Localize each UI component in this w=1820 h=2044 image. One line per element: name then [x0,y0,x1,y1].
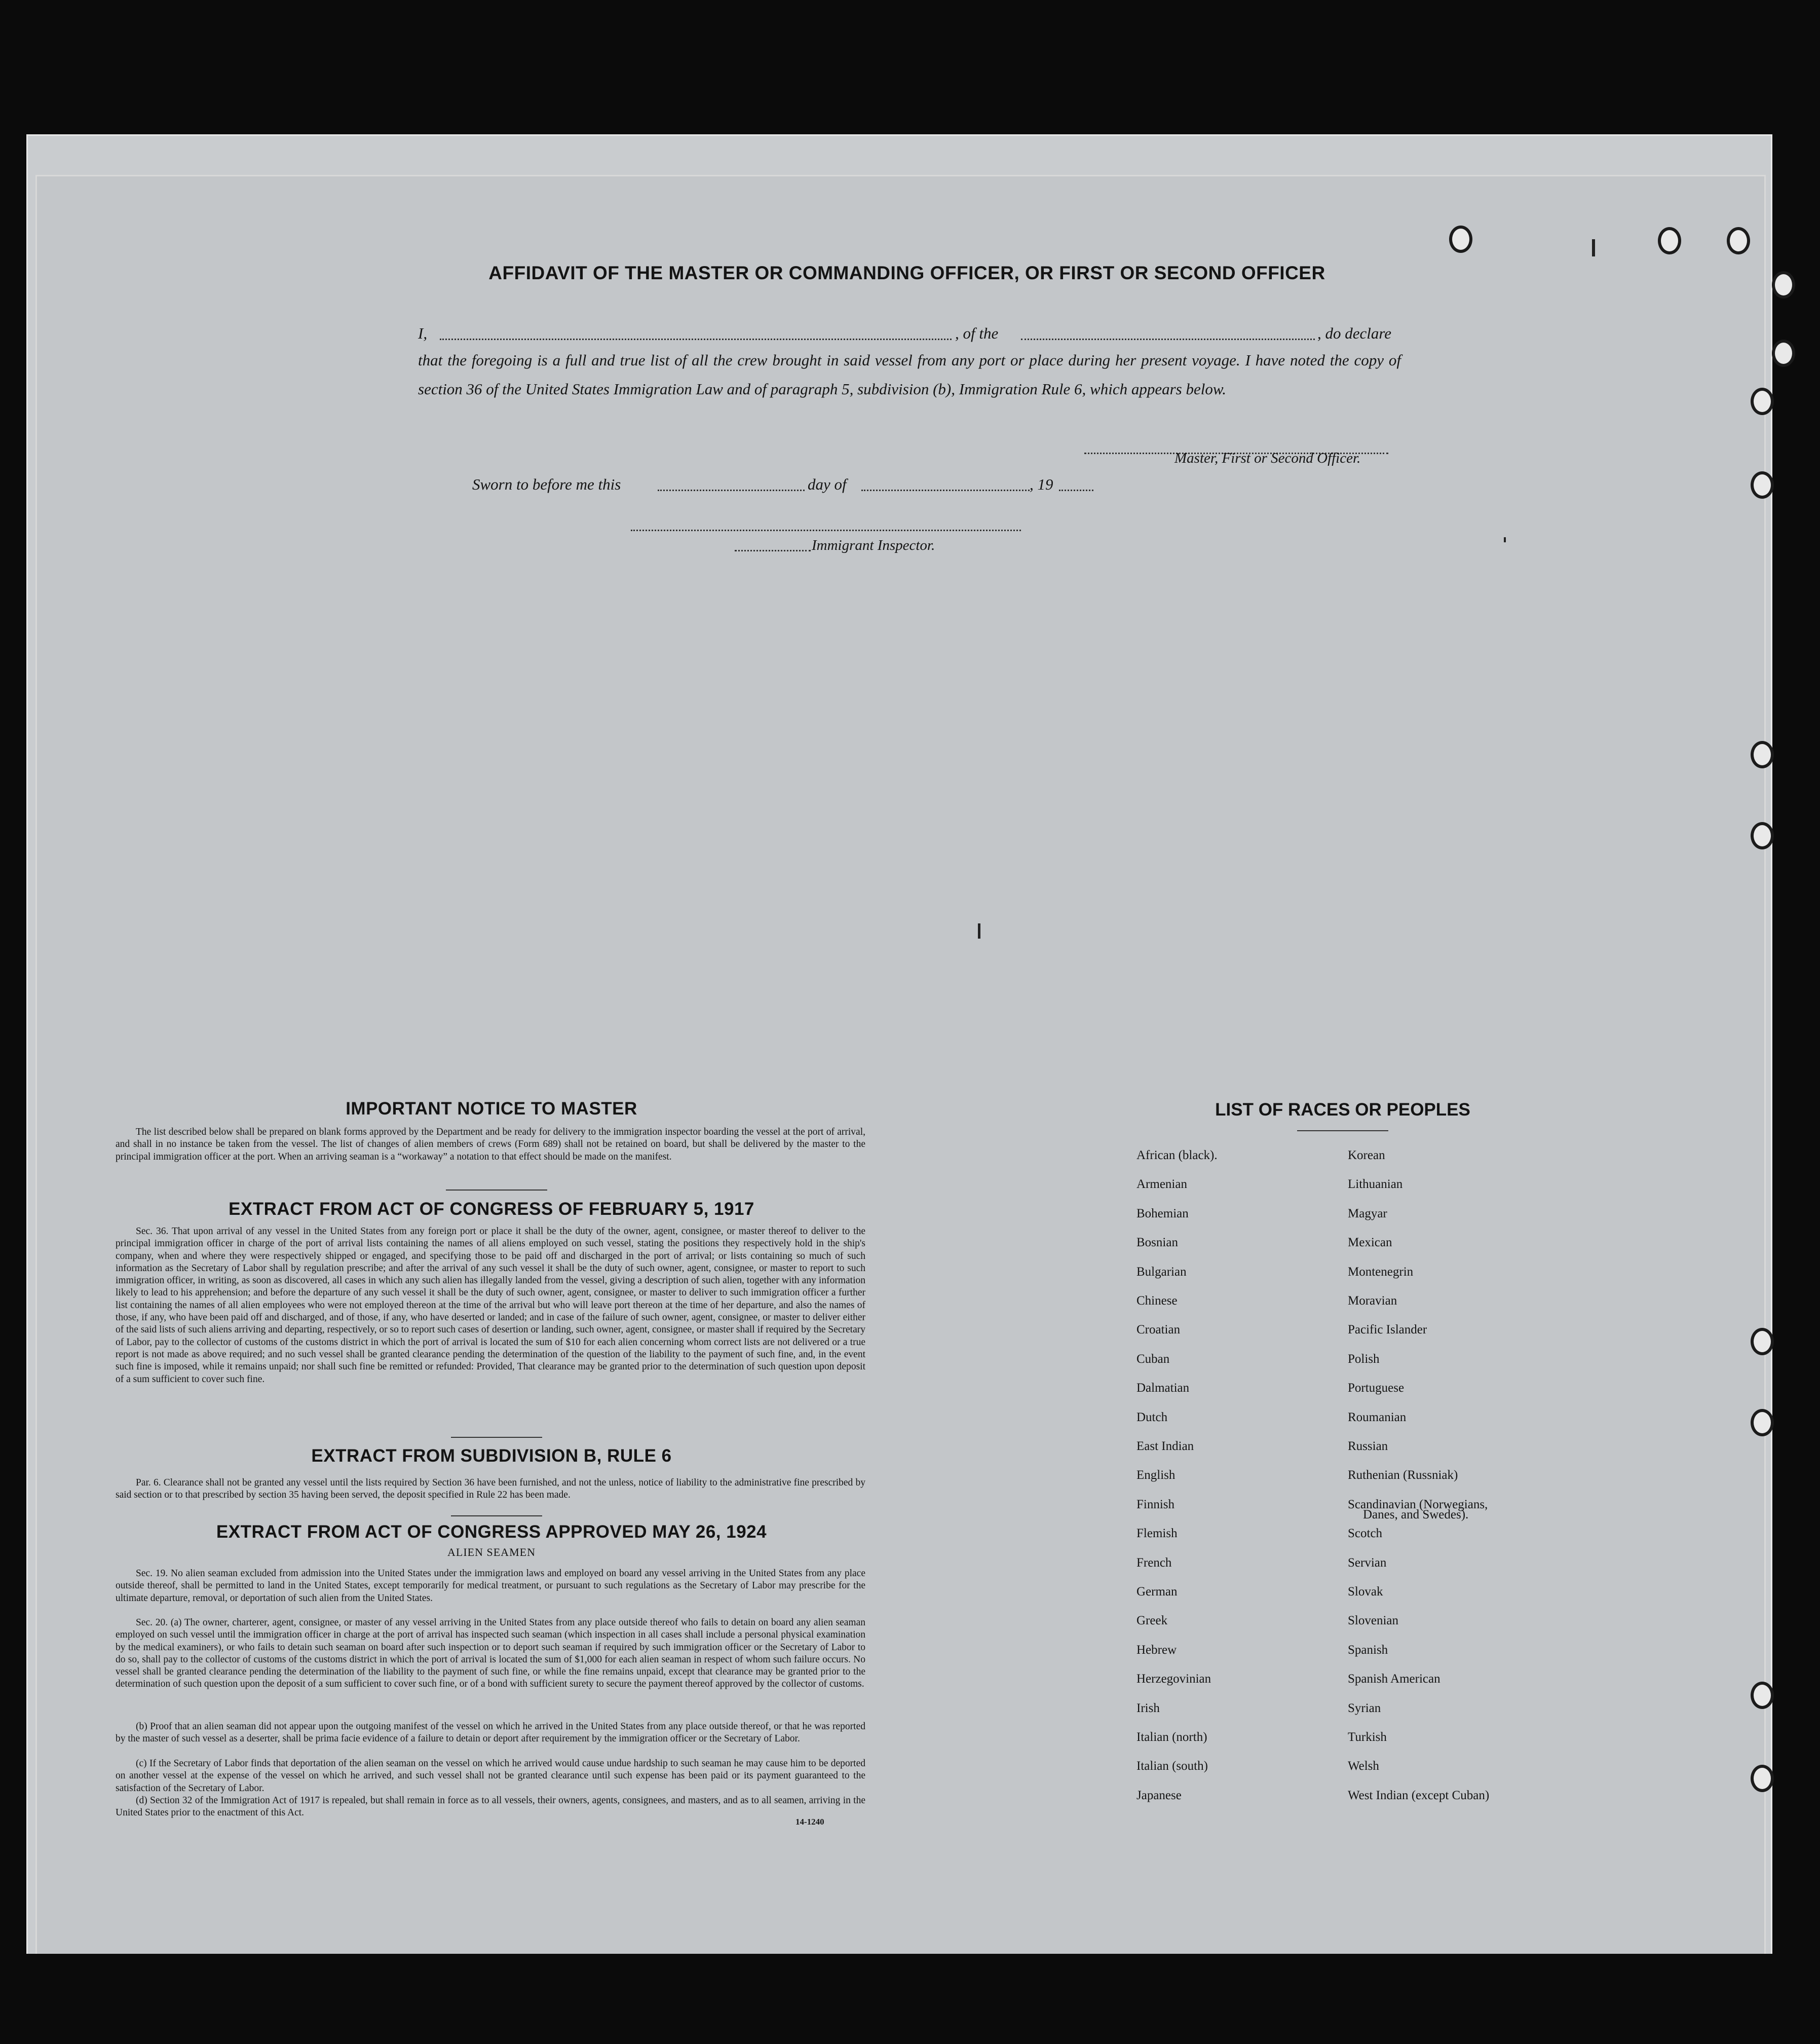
sworn-year-blank[interactable] [1059,490,1093,491]
race-item: Irish [1136,1701,1160,1715]
extract-1924-sec20d: (d) Section 32 of the Immigration Act of 1917 is repealed, but shall remain in force as to all vessels, their owners, agents, consignees, and masters, and as to all seamen, arriving in the United States prior to the enactment of this Act. [116,1795,865,1818]
punch-hole [1751,1409,1774,1436]
extract-rule6-text: Par. 6. Clearance shall not be granted any vessel until the lists required by Section 36 have been furnished, and not the unless, notice of liability to the administrative fine prescribed by said section or to that prescribed by section 35 having been served, the deposit specified in Rule 22 has been made. [116,1477,865,1501]
divider [1297,1130,1388,1131]
punch-hole [1751,741,1774,768]
document-page [35,175,1766,1984]
race-item: Cuban [1136,1352,1170,1366]
race-item: Spanish American [1348,1672,1440,1686]
race-item: African (black). [1136,1148,1218,1162]
race-item: Slovak [1348,1585,1383,1599]
race-item: Japanese [1136,1789,1182,1802]
extract-1924-sec20c: (c) If the Secretary of Labor finds that deportation of the alien seaman on the vessel on which he arrived would cause undue hardship to such seaman he may cause him to be deported on another vessel at the expense of the vessel on which he arrived, and such vessel shall not be granted clearance until such expense has been paid or its payment guaranteed to the satisfaction of the Secretary of Labor. [116,1758,865,1794]
race-item: Scotch [1348,1527,1383,1540]
extract-1924-title: EXTRACT FROM ACT OF CONGRESS APPROVED MAY 26, 1924 [216,1522,767,1542]
affidavit-title: AFFIDAVIT OF THE MASTER OR COMMANDING OFFICER, OR FIRST OR SECOND OFFICER [488,263,1325,283]
race-item: Scandinavian (Norwegians, [1348,1498,1488,1511]
race-item: French [1136,1556,1172,1570]
punch-hole [1751,471,1774,499]
race-item: Roumanian [1348,1410,1407,1424]
race-item: Italian (north) [1136,1730,1207,1744]
affidavit-paragraph: that the foregoing is a full and true list of all the crew brought in said vessel from any port or place during her present voyage. I have noted the copy of section 36 of the United States Immigration Law and of paragraph 5, subdivision (b), Immigration Rule 6, which appears below. [418,351,1401,398]
divider [451,1515,542,1516]
race-item: Hebrew [1136,1643,1177,1657]
race-item: Bulgarian [1136,1265,1187,1279]
punch-hole [1751,1765,1774,1792]
race-item: Chinese [1136,1294,1178,1308]
extract-1917-title: EXTRACT FROM ACT OF CONGRESS OF FEBRUARY 5, 1917 [229,1199,754,1219]
notice-title: IMPORTANT NOTICE TO MASTER [346,1099,637,1119]
races-title: LIST OF RACES OR PEOPLES [1215,1100,1470,1120]
sworn-year: , 19 [1030,475,1053,493]
race-item: Polish [1348,1352,1380,1366]
race-item: Magyar [1348,1207,1387,1220]
race-item: Moravian [1348,1294,1397,1308]
punch-hole [1658,227,1681,254]
punch-hole [1772,271,1795,299]
punch-hole [1727,227,1750,254]
affidavit-i: I, [418,324,428,342]
divider [451,1437,542,1438]
sworn-day-of: day of [808,475,847,493]
name-blank[interactable] [440,339,952,340]
ink-mark [1592,239,1595,256]
race-item: Bosnian [1136,1236,1178,1249]
punch-hole [1751,822,1774,849]
race-item: Mexican [1348,1236,1392,1249]
race-item: Flemish [1136,1527,1178,1540]
race-item: Portuguese [1348,1381,1405,1395]
race-item: Korean [1348,1148,1385,1162]
form-number: 14-1240 [795,1817,824,1827]
sworn-month-blank[interactable] [861,490,1030,491]
notice-text: The list described below shall be prepared on blank forms approved by the Department and be ready for delivery to the immigration inspector boarding the vessel at the port of arrival, and shall in no instance be taken from the vessel. The list of changes of alien members of crews (Form 689) shall not be retained on board, but shall be delivered by the master to the principal immigration officer at the port. When an arriving seaman is a “workaway” a notation to that effect should be made on the manifest. [116,1127,865,1162]
race-item: Finnish [1136,1498,1175,1511]
ink-mark [978,923,980,939]
race-item: Russian [1348,1439,1388,1453]
extract-1924-subtitle: ALIEN SEAMEN [447,1546,536,1558]
inspector-signature-blank[interactable] [631,530,1021,531]
punch-hole [1751,388,1774,415]
extract-rule6-title: EXTRACT FROM SUBDIVISION B, RULE 6 [311,1446,672,1466]
race-item: Welsh [1348,1759,1379,1773]
race-item: Greek [1136,1614,1168,1627]
inspector-label: Immigrant Inspector. [812,537,935,553]
punch-hole [1751,1682,1774,1709]
race-item: East Indian [1136,1439,1194,1453]
inspector-line-short [735,550,811,551]
scan-bottom-border [0,1954,1820,2044]
affidavit-of-the: , of the [955,324,999,342]
race-item: Montenegrin [1348,1265,1414,1279]
race-item: Herzegovinian [1136,1672,1211,1686]
race-item: West Indian (except Cuban) [1348,1789,1490,1802]
divider [446,1190,547,1191]
punch-hole [1772,340,1795,367]
race-item: Lithuanian [1348,1177,1403,1191]
race-item: English [1136,1468,1176,1482]
race-item: Italian (south) [1136,1759,1208,1773]
race-item: Croatian [1136,1323,1181,1336]
master-signature-label: Master, First or Second Officer. [1174,450,1361,466]
race-item: German [1136,1585,1178,1599]
extract-1924-sec20b: (b) Proof that an alien seaman did not appear upon the outgoing manifest of the vessel on which he arrived in the United States from any place outside thereof, or that he was reported by the master of such vessel as a deserter, shall be prima facie evidence of a failure to detain or deport after requirement by the immigration officer or the Secretary of Labor. [116,1721,865,1744]
race-item: Turkish [1348,1730,1387,1744]
ink-mark [1504,537,1506,542]
race-item: Dutch [1136,1410,1168,1424]
sworn-day-blank[interactable] [658,490,805,491]
race-item-continuation: Danes, and Swedes). [1363,1508,1469,1521]
race-item: Servian [1348,1556,1387,1570]
race-item: Armenian [1136,1177,1187,1191]
race-item: Spanish [1348,1643,1388,1657]
vessel-blank[interactable] [1021,339,1315,340]
extract-1917-text: Sec. 36. That upon arrival of any vessel in the United States from any foreign port or place it shall be the duty of the owner, agent, consignee, or master thereof to deliver to the principal immigration officer in charge of the port of arrival lists containing the names of all aliens employed on such vessel, stating the positions they respectively hold in the ship's company, when and where they were respectively shipped or engaged, and specifying those to be paid off and discharged in the port of arrival; or lists containing so much of such information as the Secretary of Labor shall by regulation prescribe; and after the arrival of any such vessel it shall be the duty of such owner, agent, consignee, or master to report to such immigration officer, in writing, as soon as discovered, all cases in which any such alien has illegally landed from the vessel, giving a description of such alien, together with any information likely to lead to his apprehension; and before the departure of any such vessel it shall be the duty of such owner, agent, consignee, or master to deliver to such immigration officer a further list containing the names of all alien employees who were not employed thereon at the time of the arrival but who will leave port thereon at the time of her departure, and also the names of those, if any, who have been paid off and discharged, and of those, if any, who have deserted or landed; and in case of the failure of such owner, agent, consignee, or master to deliver either of the said lists of such aliens arriving and departing, respectively, or so to report such cases of desertion or landing, such owner, agent, consignee, or master shall if required by the Secretary of Labor, pay to the collector of customs of the customs district in which the port of arrival is located the sum of $10 for each alien concerning whom correct lists are not delivered or a true report is not made as above required; and no such vessel shall be granted clearance pending the determination of the question of the liability to the payment of such fine, and, in the event such fine is imposed, while it remains unpaid; nor shall such fine be remitted or refunded: Provided, That clearance may be granted prior to the determination of such question upon deposit of a sum sufficient to cover such fine. [116,1226,865,1385]
race-item: Syrian [1348,1701,1381,1715]
extract-1924-sec20a: Sec. 20. (a) The owner, charterer, agent, consignee, or master of any vessel arriving in the United States from any place outside thereof who fails to detain on board any alien seaman employed on such vessel until the immigration officer in charge at the port of arrival has inspected such seaman (which inspection in all cases shall include a personal physical examination by the medical examiners), or who fails to detain such seaman on board after such inspection or to deport such seaman if required by such immigration officer or the Secretary of Labor to do so, shall pay to the collector of customs of the customs district in which the port of arrival is located the sum of $1,000 for each alien seaman in respect of whom such failure occurs. No vessel shall be granted clearance pending the determination of the liability to the payment of such fine, or while the fine remains unpaid, except that clearance may be granted prior to the determination of such question upon the deposit of a sum sufficient to cover such fine, or of a bond with sufficient surety to secure the payment thereof approved by the collector of customs. [116,1617,865,1690]
punch-hole [1751,1328,1774,1355]
punch-hole [1449,226,1472,253]
extract-1924-sec19: Sec. 19. No alien seaman excluded from admission into the United States under the immigration laws and employed on board any vessel arriving in the United States from any place outside thereof, shall be permitted to land in the United States, except temporarily for medical treatment, or pursuant to such regulations as the Secretary of Labor may prescribe for the ultimate departure, removal, or deportation of such alien from the United States. [116,1568,865,1604]
race-item: Pacific Islander [1348,1323,1427,1336]
race-item: Bohemian [1136,1207,1189,1220]
race-item: Slovenian [1348,1614,1398,1627]
race-item: Ruthenian (Russniak) [1348,1468,1458,1482]
affidavit-do-declare: , do declare [1317,324,1392,342]
sworn-prefix: Sworn to before me this [472,475,621,493]
race-item: Dalmatian [1136,1381,1190,1395]
